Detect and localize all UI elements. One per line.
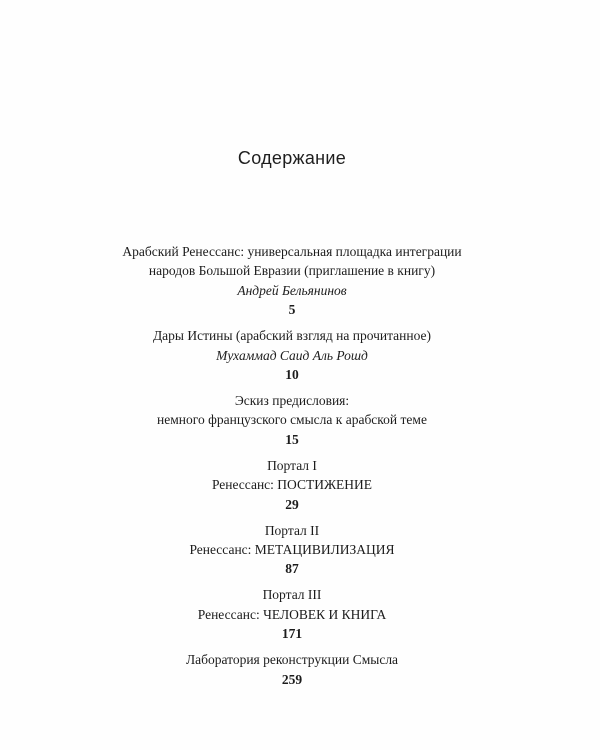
entry-page-number: 87 xyxy=(285,561,299,577)
entry-title-line: Портал III xyxy=(262,587,322,603)
entry-author: Андрей Бельянинов xyxy=(237,282,347,298)
entry-page-number: 171 xyxy=(281,626,303,642)
toc-entry xyxy=(0,326,584,384)
toc-entry xyxy=(0,456,584,514)
entry-title-line: Арабский Ренессанс: универсальная площадка интеграции xyxy=(122,244,462,259)
entry-page-number: 10 xyxy=(285,367,299,383)
page-title: Содержание xyxy=(237,148,347,168)
entry-title-line: Дары Истины (арабский взгляд на прочитанное) xyxy=(152,328,432,344)
entry-title-line: Ренессанс: ЧЕЛОВЕК И КНИГА xyxy=(197,606,387,622)
toc-entry xyxy=(0,585,584,643)
toc-entry xyxy=(0,242,584,320)
entry-author: Мухаммад Саид Аль Рошд xyxy=(216,347,368,363)
entry-page-number: 259 xyxy=(281,671,303,687)
entry-title-line: Ренессанс: ПОСТИЖЕНИЕ xyxy=(211,477,373,493)
entry-page-number: 5 xyxy=(288,302,296,318)
table-of-contents xyxy=(0,242,584,696)
entry-title-line: народов Большой Евразии (приглашение в книгу) xyxy=(148,263,436,279)
toc-entry xyxy=(0,521,584,579)
entry-page-number: 15 xyxy=(285,431,299,447)
entry-title-line: Эскиз предисловия: xyxy=(234,393,350,409)
entry-title-line: немного французского смысла к арабской теме xyxy=(157,412,427,428)
entry-title-line: Портал II xyxy=(264,522,320,538)
entry-title-line: Портал I xyxy=(267,457,317,473)
entry-title-line: Лаборатория реконструкции Смысла xyxy=(185,652,399,668)
entry-page-number: 29 xyxy=(285,496,299,512)
entry-title-line: Ренессанс: МЕТАЦИВИЛИЗАЦИЯ xyxy=(189,542,395,558)
toc-entry xyxy=(0,391,584,449)
toc-entry xyxy=(0,650,584,689)
